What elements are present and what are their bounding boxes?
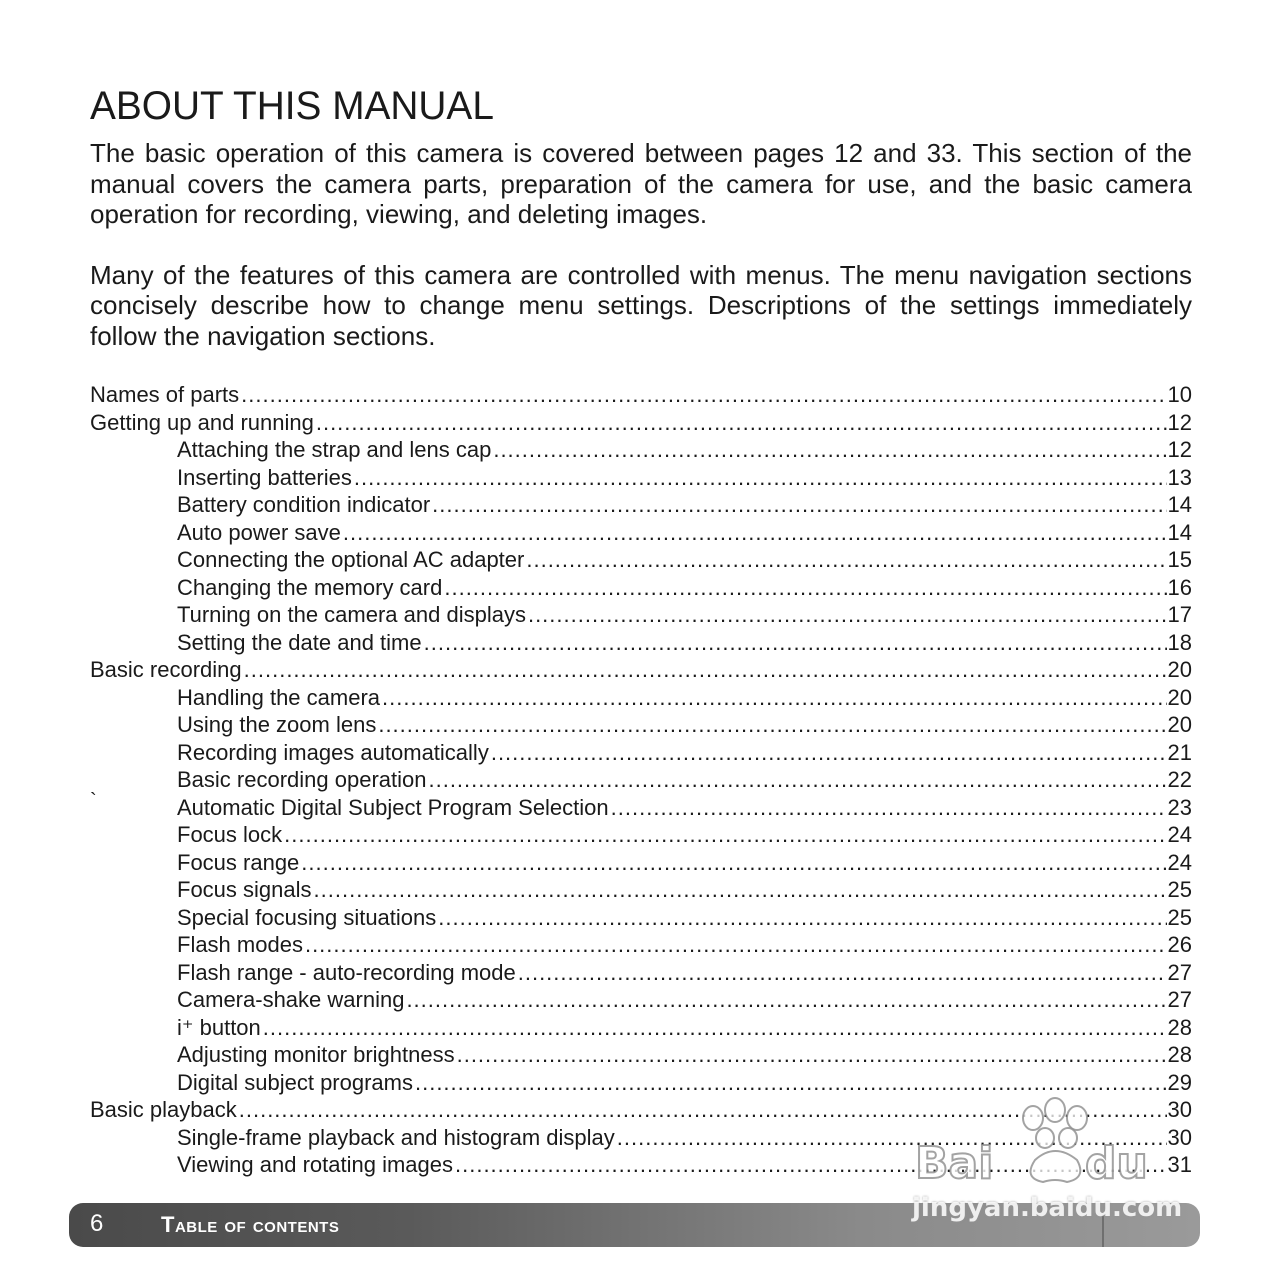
toc-entry-page: 13 (1167, 464, 1192, 490)
toc-entry-page: 28 (1167, 1042, 1192, 1067)
toc-entry (90, 766, 1192, 794)
toc-entry-page: 25 (1167, 877, 1192, 902)
toc-dot-leader (491, 739, 1167, 767)
toc-entry-label: Connecting the optional AC adapter (177, 547, 525, 572)
toc-entry (90, 1151, 1192, 1179)
toc-dot-leader (432, 491, 1166, 519)
toc-dot-leader (438, 904, 1166, 932)
toc-entry-page: 26 (1167, 932, 1192, 957)
toc-entry-page: 31 (1167, 1152, 1192, 1177)
toc-entry-page: 20 (1167, 657, 1192, 682)
toc-entry-label: Recording images automatically (177, 739, 489, 765)
toc-entry (90, 684, 1192, 712)
toc-entry-label: Turning on the camera and displays (177, 602, 526, 627)
toc-dot-leader (343, 519, 1167, 547)
toc-entry-label: Special focusing situations (177, 904, 437, 930)
toc-entry-page: 28 (1167, 1014, 1192, 1040)
toc-entry-label: Flash modes (177, 932, 303, 957)
toc-entry-label: Basic recording operation (177, 767, 427, 792)
toc-entry-page: 24 (1167, 849, 1192, 875)
toc-entry-page: 23 (1167, 794, 1192, 820)
toc-entry (90, 1069, 1192, 1097)
toc-entry (90, 789, 1192, 822)
toc-dot-leader (305, 931, 1167, 959)
toc-entry-label: Viewing and rotating images (177, 1152, 453, 1177)
toc-dot-leader (239, 1096, 1167, 1124)
toc-entry (90, 821, 1192, 849)
toc-entry (90, 986, 1192, 1014)
toc-entry (90, 1096, 1192, 1124)
toc-entry-label: Getting up and running (90, 409, 314, 435)
toc-entry-label: Auto power save (177, 519, 341, 545)
toc-entry-page: 15 (1167, 547, 1192, 572)
toc-dot-leader (241, 381, 1166, 409)
toc-dot-leader (314, 876, 1167, 904)
toc-entry (90, 519, 1192, 547)
toc-entry-page: 12 (1167, 437, 1192, 462)
toc-entry-page: 14 (1167, 492, 1192, 517)
toc-entry-label: Names of parts (90, 382, 240, 407)
toc-entry-label: Inserting batteries (177, 464, 352, 490)
toc-entry (90, 601, 1192, 629)
toc-entry-page: 20 (1167, 712, 1192, 737)
svg-text:du: du (1085, 1138, 1148, 1189)
toc-entry-label: Adjusting monitor brightness (177, 1042, 455, 1067)
toc-entry-page: 18 (1167, 629, 1192, 655)
toc-entry-page: 14 (1167, 519, 1192, 545)
toc-dot-leader (493, 436, 1166, 464)
toc-entry (90, 491, 1192, 519)
toc-entry-label: Changing the memory card (177, 574, 443, 600)
toc-entry-label: Basic recording (90, 657, 242, 682)
toc-dot-leader (284, 821, 1166, 849)
toc-entry (90, 1014, 1192, 1042)
toc-entry-label: Flash range - auto-recording mode (177, 959, 516, 985)
toc-entry-page: 30 (1167, 1097, 1192, 1122)
toc-dot-leader (406, 986, 1166, 1014)
toc-entry-page: 30 (1167, 1124, 1192, 1150)
footer-section-title: Table of contents (161, 1212, 340, 1237)
svg-text:Bai: Bai (915, 1138, 994, 1189)
toc-entry-label: Using the zoom lens (177, 712, 377, 737)
toc-entry (90, 574, 1192, 602)
toc-entry-label: Setting the date and time (177, 629, 422, 655)
toc-entry-label: Digital subject programs (177, 1069, 413, 1095)
toc-entry-label: Single-frame playback and histogram display (177, 1124, 615, 1150)
toc-entry-label: Focus lock (177, 822, 283, 847)
toc-entry-page: 27 (1167, 959, 1192, 985)
toc-entry (90, 1041, 1192, 1069)
toc-entry-label: Attaching the strap and lens cap (177, 437, 492, 462)
toc-dot-leader (455, 1151, 1167, 1179)
toc-dot-leader (244, 656, 1167, 684)
toc-entry-label: Battery condition indicator (177, 492, 431, 517)
toc-entry (90, 436, 1192, 464)
table-of-contents (90, 381, 1192, 1179)
toc-entry-label: Camera-shake warning (177, 987, 405, 1012)
toc-entry-label: Focus signals (177, 877, 312, 902)
toc-entry (90, 464, 1192, 492)
toc-entry (90, 546, 1192, 574)
toc-entry-page: 21 (1167, 739, 1192, 765)
toc-entry-page: 29 (1167, 1069, 1192, 1095)
toc-dot-leader (354, 464, 1167, 492)
watermark-text: jingyan.baidu.com (912, 1193, 1183, 1223)
toc-entry (90, 711, 1192, 739)
toc-entry-page: 25 (1167, 904, 1192, 930)
toc-dot-leader (378, 711, 1166, 739)
toc-entry (90, 849, 1192, 877)
toc-entry-page: 22 (1167, 767, 1192, 792)
toc-entry-page: 12 (1167, 409, 1192, 435)
toc-dot-leader (526, 546, 1166, 574)
toc-entry (90, 931, 1192, 959)
toc-entry (90, 1124, 1192, 1152)
toc-entry-page: 27 (1167, 987, 1192, 1012)
toc-dot-leader (611, 794, 1167, 822)
footer-page-number: 6 (90, 1210, 104, 1237)
toc-entry-label: Focus range (177, 849, 300, 875)
toc-entry-page: 17 (1167, 602, 1192, 627)
toc-entry-label: Handling the camera (177, 684, 381, 710)
toc-entry (90, 904, 1192, 932)
toc-dot-leader (263, 1014, 1167, 1042)
toc-dot-leader (382, 684, 1167, 712)
toc-entry-page: 24 (1167, 822, 1192, 847)
page-heading: ABOUT THIS MANUAL (90, 84, 494, 128)
toc-entry-page: 20 (1167, 684, 1192, 710)
toc-dot-leader (457, 1041, 1167, 1069)
toc-dot-leader (518, 959, 1167, 987)
toc-stray-mark: ` (90, 789, 97, 812)
toc-entry (90, 876, 1192, 904)
manual-page (90, 80, 1192, 1195)
toc-entry-page: 10 (1167, 382, 1192, 407)
toc-entry-label: Automatic Digital Subject Program Selection (177, 794, 609, 820)
toc-dot-leader (424, 629, 1167, 657)
intro-paragraph-2: Many of the features of this camera are controlled with menus. The menu navigation sections concisely describe how to change menu settings. Descriptions of the settings immediately follow the navigation sections. (90, 259, 1192, 351)
toc-dot-leader (444, 574, 1166, 602)
toc-dot-leader (316, 409, 1167, 437)
toc-dot-leader (428, 766, 1166, 794)
toc-dot-leader (301, 849, 1166, 877)
toc-entry (90, 629, 1192, 657)
toc-entry-label: Basic playback (90, 1097, 237, 1122)
toc-dot-leader (415, 1069, 1167, 1097)
toc-entry (90, 959, 1192, 987)
intro-paragraph-1: The basic operation of this camera is covered between pages 12 and 33. This section of the manual covers the camera parts, preparation of the camera for use, and the basic camera operation for recording, viewing, and deleting images. (90, 138, 1192, 229)
toc-entry (90, 381, 1192, 409)
toc-entry (90, 739, 1192, 767)
toc-entry (90, 409, 1192, 437)
toc-dot-leader (528, 601, 1167, 629)
toc-dot-leader (617, 1124, 1167, 1152)
toc-entry (90, 656, 1192, 684)
toc-entry-page: 16 (1167, 574, 1192, 600)
toc-entry-label: i⁺ button (177, 1014, 261, 1040)
